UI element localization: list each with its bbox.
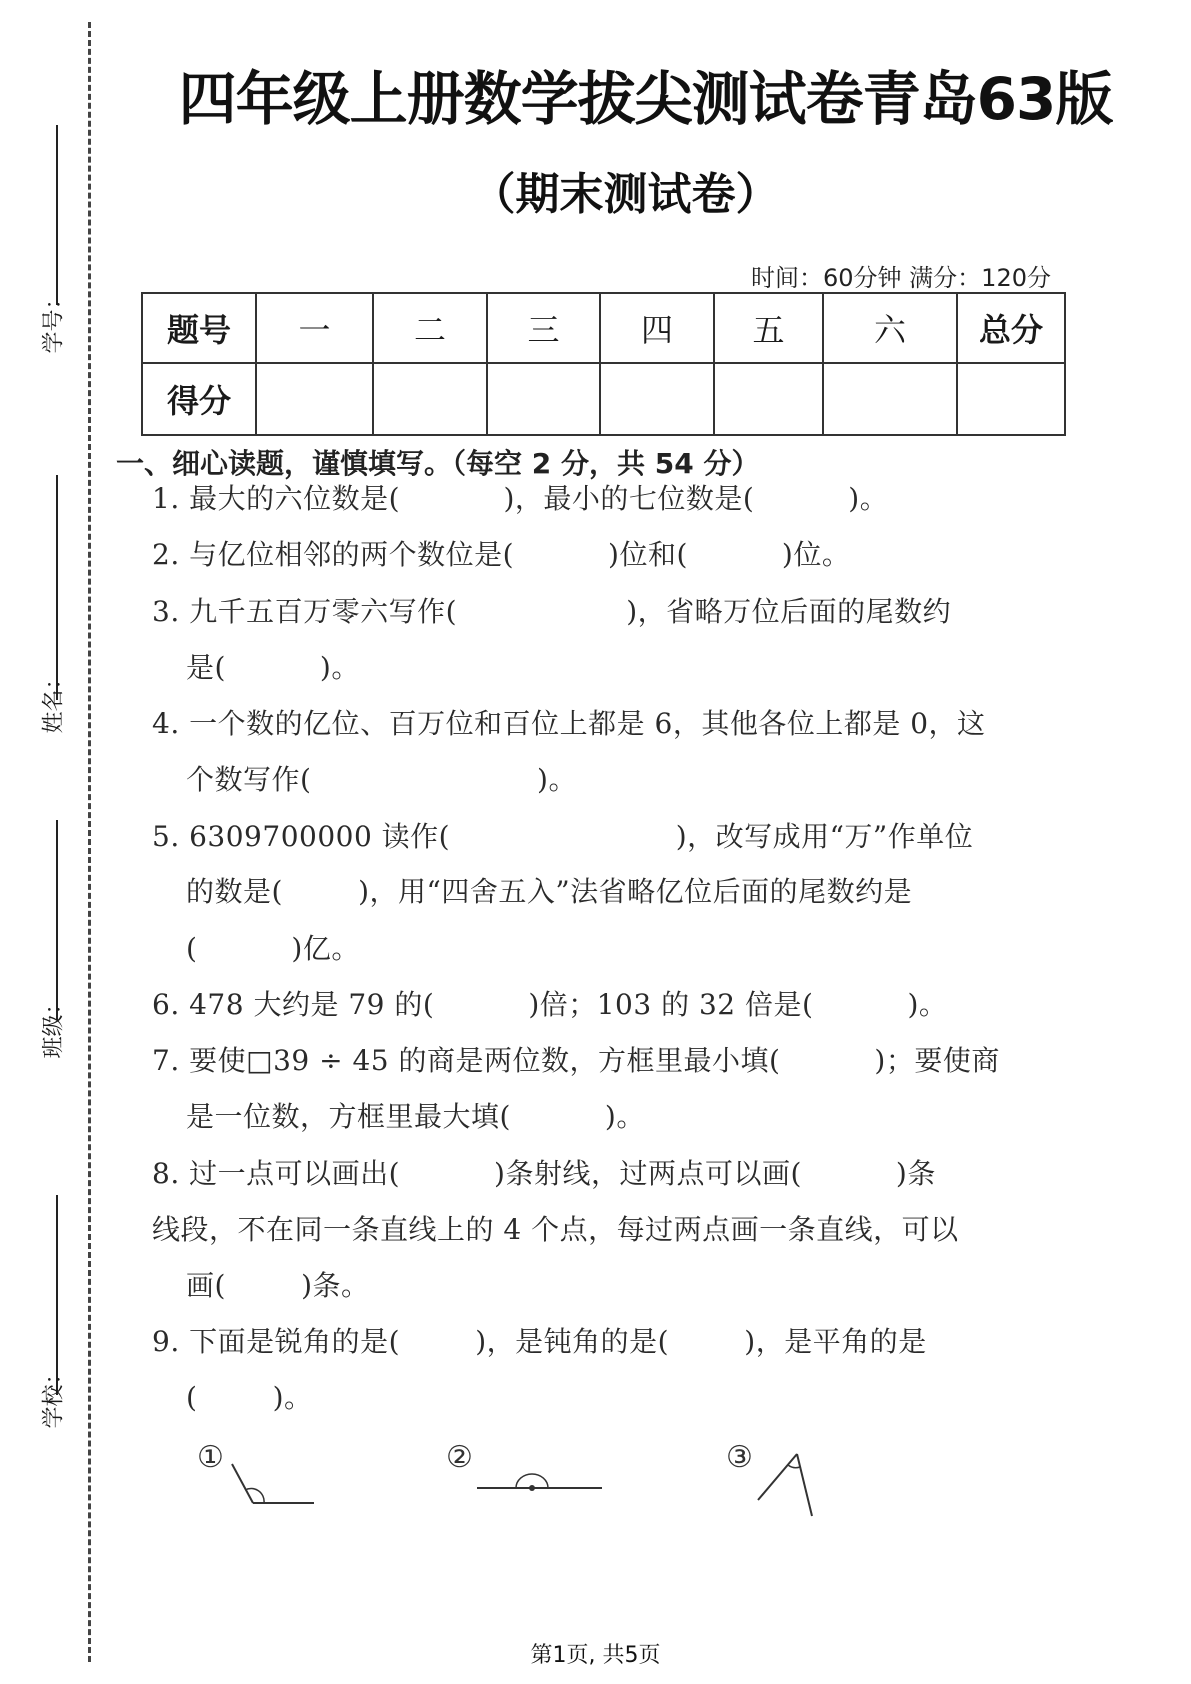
margin-field-label: 学校： xyxy=(41,1362,67,1429)
question-line: ( )。 xyxy=(186,1381,313,1414)
question-line: 线段，不在同一条直线上的 4 个点，每过两点画一条直线，可以 xyxy=(152,1213,959,1246)
score-table xyxy=(141,292,1066,436)
exam-time-score-info: 时间：60分钟 满分：120分 xyxy=(751,264,1051,292)
score-cell[interactable] xyxy=(823,363,957,435)
score-table-score-row xyxy=(142,363,1065,435)
margin-field-label: 学号： xyxy=(41,287,67,354)
score-cell[interactable] xyxy=(487,363,600,435)
score-cell[interactable] xyxy=(600,363,714,435)
column-header: 四 xyxy=(600,293,714,363)
score-cell-total[interactable] xyxy=(957,363,1065,435)
page-indicator: 第1页, 共5页 xyxy=(530,1643,661,1668)
score-label-cell: 得分 xyxy=(142,363,256,435)
question-line: 画( )条。 xyxy=(186,1269,370,1302)
question-line: 4. 一个数的亿位、百万位和百位上都是 6，其他各位上都是 0，这 xyxy=(152,707,986,740)
figure-label-1: ① xyxy=(197,1440,224,1475)
exam-title: 四年级上册数学拔尖测试卷青岛63版 xyxy=(178,65,1113,133)
section-1-heading: 一、细心读题，谨慎填写。（每空 2 分，共 54 分） xyxy=(116,447,760,480)
column-header: 一 xyxy=(256,293,373,363)
obtuse-angle-figure-icon xyxy=(228,1460,318,1510)
question-line: ( )亿。 xyxy=(186,932,360,965)
header-label-cell: 题号 xyxy=(142,293,256,363)
column-header: 五 xyxy=(714,293,823,363)
question-line: 的数是( )，用“四舍五入”法省略亿位后面的尾数约是 xyxy=(186,875,913,908)
question-line: 个数写作( )。 xyxy=(186,763,577,796)
question-line: 9. 下面是锐角的是( )，是钝角的是( )，是平角的是 xyxy=(152,1325,927,1358)
binding-dashed-line xyxy=(88,22,91,1662)
question-line: 是( )。 xyxy=(186,651,360,684)
score-table-header-row xyxy=(142,293,1065,363)
question-line: 7. 要使□39 ÷ 45 的商是两位数，方框里最小填( )；要使商 xyxy=(152,1044,1000,1077)
score-cell[interactable] xyxy=(256,363,373,435)
acute-angle-figure-icon xyxy=(755,1448,825,1523)
question-line: 1. 最大的六位数是( )，最小的七位数是( )。 xyxy=(152,482,889,515)
exam-subtitle: （期末测试卷） xyxy=(471,169,780,220)
question-line: 8. 过一点可以画出( )条射线，过两点可以画( )条 xyxy=(152,1157,936,1190)
question-line: 6. 478 大约是 79 的( )倍；103 的 32 倍是( )。 xyxy=(152,988,948,1021)
score-cell[interactable] xyxy=(714,363,823,435)
column-header-total: 总分 xyxy=(957,293,1065,363)
column-header: 六 xyxy=(823,293,957,363)
margin-field-label: 班级： xyxy=(41,992,67,1059)
straight-angle-figure-icon xyxy=(475,1460,605,1500)
figure-label-2: ② xyxy=(446,1440,473,1475)
question-line: 3. 九千五百万零六写作( )，省略万位后面的尾数约 xyxy=(152,595,952,628)
column-header: 三 xyxy=(487,293,600,363)
question-line: 5. 6309700000 读作( )，改写成用“万”作单位 xyxy=(152,820,974,853)
question-line: 是一位数，方框里最大填( )。 xyxy=(186,1100,645,1133)
margin-write-line[interactable] xyxy=(56,125,58,305)
score-cell[interactable] xyxy=(373,363,487,435)
figure-label-3: ③ xyxy=(726,1440,753,1475)
column-header: 二 xyxy=(373,293,487,363)
question-line: 2. 与亿位相邻的两个数位是( )位和( )位。 xyxy=(152,538,851,571)
margin-field-label: 姓名： xyxy=(41,667,67,734)
